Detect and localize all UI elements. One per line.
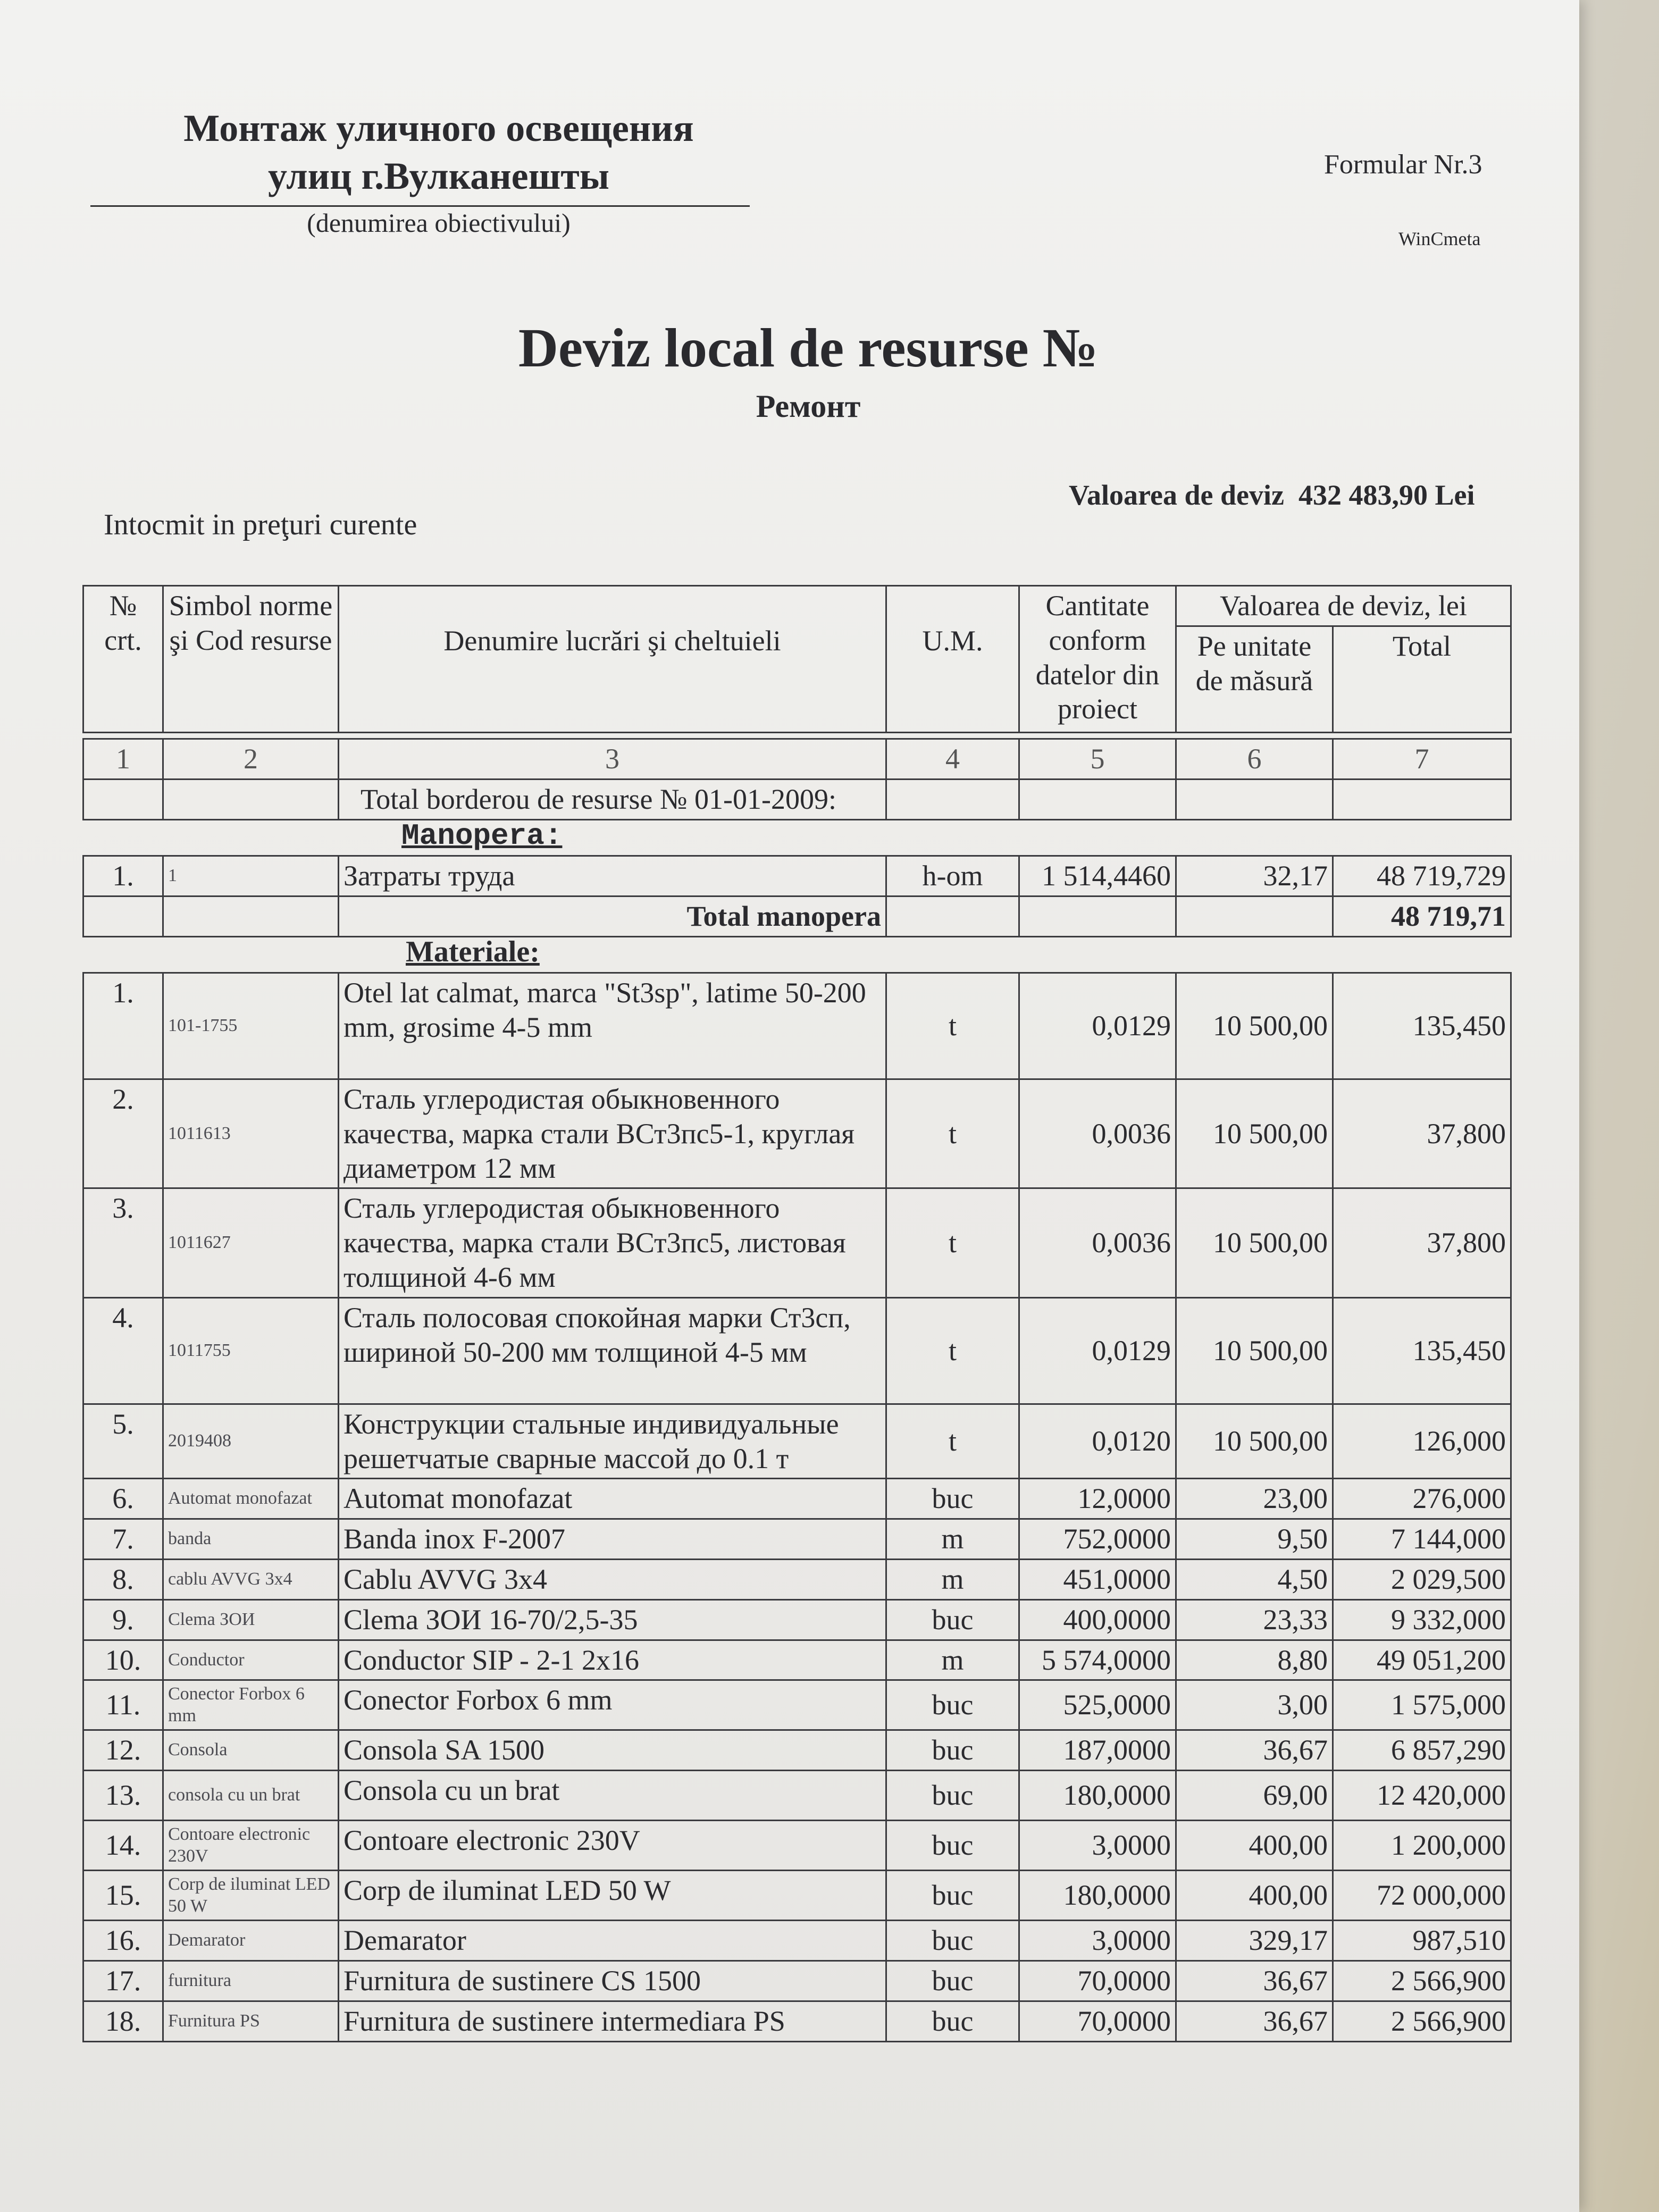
row-name: Conductor SIP - 2-1 2x16 [339,1640,886,1680]
row-qty: 0,0129 [1019,1297,1176,1404]
object-name-line2: улиц г.Вулканешты [267,155,610,197]
table-row [83,1680,1511,1730]
row-um: buc [886,1821,1019,1871]
col-number: 4 [886,739,1019,780]
table-row [83,1640,1511,1680]
row-name: Furnitura de sustinere CS 1500 [339,1960,886,2001]
table-row [83,1079,1511,1188]
row-name: Cablu AVVG 3x4 [339,1559,886,1599]
row-total: 72 000,000 [1333,1871,1511,1921]
row-unit-price: 69,00 [1176,1771,1333,1821]
row-qty: 0,0036 [1019,1079,1176,1188]
row-nr: 3. [83,1188,163,1297]
row-um: buc [886,1771,1019,1821]
header-table [82,585,1512,733]
row-qty: 1 514,4460 [1019,856,1176,896]
row-qty: 180,0000 [1019,1871,1176,1921]
row-unit-price: 10 500,00 [1176,1404,1333,1479]
table-row [83,1771,1511,1821]
row-total: 37,800 [1333,1079,1511,1188]
row-qty: 0,0036 [1019,1188,1176,1297]
row-name: Clema ЗОИ 16-70/2,5-35 [339,1599,886,1640]
table-row [83,1730,1511,1771]
row-code: 2019408 [163,1404,339,1479]
row-total: 48 719,729 [1333,856,1511,896]
col-number: 6 [1176,739,1333,780]
row-nr: 5. [83,1404,163,1479]
row-nr: 2. [83,1079,163,1188]
row-name: Conector Forbox 6 mm [339,1680,886,1730]
row-name: Automat monofazat [339,1479,886,1519]
row-name: Otel lat calmat, marca "St3sp", latime 50-200 mm, grosime 4-5 mm [339,973,886,1079]
prices-note: Intocmit in preţuri curente [104,508,417,541]
row-unit-price: 10 500,00 [1176,1297,1333,1404]
table-row [83,1559,1511,1599]
row-nr: 4. [83,1297,163,1404]
row-unit-price: 32,17 [1176,856,1333,896]
row-nr: 12. [83,1730,163,1771]
row-um: t [886,973,1019,1079]
row-code: Demarator [163,1921,339,1961]
row-qty: 12,0000 [1019,1479,1176,1519]
row-total: 135,450 [1333,973,1511,1079]
row-nr: 17. [83,1960,163,2001]
row-name: Затраты труда [339,856,886,896]
row-qty: 752,0000 [1019,1519,1176,1560]
row-um: buc [886,1871,1019,1921]
row-um: buc [886,1599,1019,1640]
row-total: 7 144,000 [1333,1519,1511,1560]
table-row [83,2001,1511,2041]
row-nr: 6. [83,1479,163,1519]
document-subtitle: Ремонт [756,389,861,424]
row-um: m [886,1640,1019,1680]
row-um: h-om [886,856,1019,896]
table-row [83,1519,1511,1560]
row-um: buc [886,1960,1019,2001]
borderou-total: Total borderou de resurse № 01-01-2009: [339,779,886,819]
row-name: Corp de iluminat LED 50 W [339,1871,886,1921]
manopera-total-row [83,896,1511,936]
row-unit-price: 36,67 [1176,1960,1333,2001]
row-total: 987,510 [1333,1921,1511,1961]
row-total: 6 857,290 [1333,1730,1511,1771]
row-qty: 70,0000 [1019,1960,1176,2001]
row-unit-price: 36,67 [1176,2001,1333,2041]
row-code: cablu AVVG 3x4 [163,1559,339,1599]
row-code: Automat monofazat [163,1479,339,1519]
column-number-table [82,738,1512,820]
row-code: Conductor [163,1640,339,1680]
row-name: Consola cu un brat [339,1771,886,1821]
row-um: m [886,1559,1019,1599]
row-nr: 18. [83,2001,163,2041]
row-qty: 3,0000 [1019,1921,1176,1961]
row-name: Сталь полосовая спокойная марки Ст3сп, шириной 50-200 мм толщиной 4-5 мм [339,1297,886,1404]
row-unit-price: 8,80 [1176,1640,1333,1680]
row-code: Corp de iluminat LED 50 W [163,1871,339,1921]
header-pe-unitate: Pe unitate de măsură [1176,626,1333,732]
row-um: t [886,1188,1019,1297]
row-total: 276,000 [1333,1479,1511,1519]
row-unit-price: 10 500,00 [1176,1079,1333,1188]
row-total: 126,000 [1333,1404,1511,1479]
row-um: t [886,1079,1019,1188]
header-valoarea-group: Valoarea de deviz, lei [1176,586,1511,626]
row-qty: 0,0120 [1019,1404,1176,1479]
row-unit-price: 400,00 [1176,1871,1333,1921]
row-um: m [886,1519,1019,1560]
row-unit-price: 10 500,00 [1176,1188,1333,1297]
col-number: 2 [163,739,339,780]
table-row [83,1960,1511,2001]
row-unit-price: 9,50 [1176,1519,1333,1560]
table-row [83,973,1511,1079]
table-row [83,1479,1511,1519]
header-cantitate: Cantitate conform datelor din proiect [1019,586,1176,733]
row-nr: 15. [83,1871,163,1921]
row-um: t [886,1404,1019,1479]
row-code: Conector Forbox 6 mm [163,1680,339,1730]
table-row [83,856,1511,896]
estimate-value-label: Valoarea de deviz [1069,479,1284,511]
row-qty: 451,0000 [1019,1559,1176,1599]
row-qty: 525,0000 [1019,1680,1176,1730]
row-nr: 7. [83,1519,163,1560]
row-unit-price: 329,17 [1176,1921,1333,1961]
row-total: 49 051,200 [1333,1640,1511,1680]
header-nr: № crt. [83,586,163,733]
row-qty: 3,0000 [1019,1821,1176,1871]
table-row [83,1297,1511,1404]
row-code: 1011613 [163,1079,339,1188]
row-nr: 13. [83,1771,163,1821]
manopera-total-value: 48 719,71 [1333,896,1511,936]
software-mark: WinCmeta [1398,228,1481,249]
row-code: 1011755 [163,1297,339,1404]
row-um: buc [886,2001,1019,2041]
row-total: 1 200,000 [1333,1821,1511,1871]
row-total: 135,450 [1333,1297,1511,1404]
row-qty: 70,0000 [1019,2001,1176,2041]
row-total: 2 029,500 [1333,1559,1511,1599]
manopera-heading: Manopera: [401,819,563,853]
row-total: 37,800 [1333,1188,1511,1297]
row-unit-price: 10 500,00 [1176,973,1333,1079]
row-code: Consola [163,1730,339,1771]
formular-number: Formular Nr.3 [1324,149,1482,180]
row-um: buc [886,1479,1019,1519]
object-underline [90,205,750,207]
row-total: 9 332,000 [1333,1599,1511,1640]
row-unit-price: 23,00 [1176,1479,1333,1519]
header-denumire: Denumire lucrări şi cheltuieli [339,586,886,733]
row-unit-price: 3,00 [1176,1680,1333,1730]
col-number: 3 [339,739,886,780]
manopera-total-label: Total manopera [339,896,886,936]
row-total: 2 566,900 [1333,2001,1511,2041]
row-code: Contoare electronic 230V [163,1821,339,1871]
row-name: Сталь углеродистая обыкновенного качества, марка стали ВСт3пс5, листовая толщиной 4-6 мм [339,1188,886,1297]
row-code: Furnitura PS [163,2001,339,2041]
row-nr: 14. [83,1821,163,1871]
col-number: 7 [1333,739,1511,780]
row-qty: 180,0000 [1019,1771,1176,1821]
header-simbol: Simbol norme şi Cod resurse [163,586,339,733]
row-total: 1 575,000 [1333,1680,1511,1730]
table-row [83,1188,1511,1297]
table-row [83,1871,1511,1921]
row-nr: 1. [83,973,163,1079]
estimate-value [1069,479,1474,512]
row-unit-price: 4,50 [1176,1559,1333,1599]
row-nr: 1. [83,856,163,896]
row-code: consola cu un brat [163,1771,339,1821]
row-qty: 187,0000 [1019,1730,1176,1771]
row-total: 2 566,900 [1333,1960,1511,2001]
row-code: 1011627 [163,1188,339,1297]
row-code: banda [163,1519,339,1560]
document-title: Deviz local de resurse № [518,317,1099,379]
estimate-value-amount: 432 483,90 Lei [1298,479,1475,511]
row-um: t [886,1297,1019,1404]
col-number: 1 [83,739,163,780]
row-name: Banda inox F-2007 [339,1519,886,1560]
header-um: U.M. [886,586,1019,733]
header-total: Total [1333,626,1511,732]
row-qty: 0,0129 [1019,973,1176,1079]
table-row [83,1921,1511,1961]
row-nr: 10. [83,1640,163,1680]
row-name: Consola SA 1500 [339,1730,886,1771]
row-code: 101-1755 [163,973,339,1079]
row-code: 1 [163,856,339,896]
row-name: Contoare electronic 230V [339,1821,886,1871]
row-um: buc [886,1680,1019,1730]
object-name-line1: Монтаж уличного освещения [183,107,694,149]
row-code: Clema ЗОИ [163,1599,339,1640]
row-name: Demarator [339,1921,886,1961]
row-unit-price: 36,67 [1176,1730,1333,1771]
col-number: 5 [1019,739,1176,780]
row-um: buc [886,1921,1019,1961]
manopera-table [82,855,1512,937]
row-nr: 16. [83,1921,163,1961]
table-row [83,1821,1511,1871]
table-row [83,1404,1511,1479]
row-total: 12 420,000 [1333,1771,1511,1821]
row-unit-price: 23,33 [1176,1599,1333,1640]
object-caption: (denumirea obiectivului) [307,208,571,238]
row-nr: 9. [83,1599,163,1640]
row-nr: 8. [83,1559,163,1599]
row-nr: 11. [83,1680,163,1730]
row-code: furnitura [163,1960,339,2001]
row-unit-price: 400,00 [1176,1821,1333,1871]
row-name: Конструкции стальные индивидуальные решетчатые сварные массой до 0.1 т [339,1404,886,1479]
table-row [83,1599,1511,1640]
row-qty: 5 574,0000 [1019,1640,1176,1680]
materiale-table [82,972,1512,2042]
row-qty: 400,0000 [1019,1599,1176,1640]
row-name: Furnitura de sustinere intermediara PS [339,2001,886,2041]
row-um: buc [886,1730,1019,1771]
row-name: Сталь углеродистая обыкновенного качества, марка стали ВСт3пс5-1, круглая диаметром 12 мм [339,1079,886,1188]
materiale-heading: Materiale: [406,935,540,968]
